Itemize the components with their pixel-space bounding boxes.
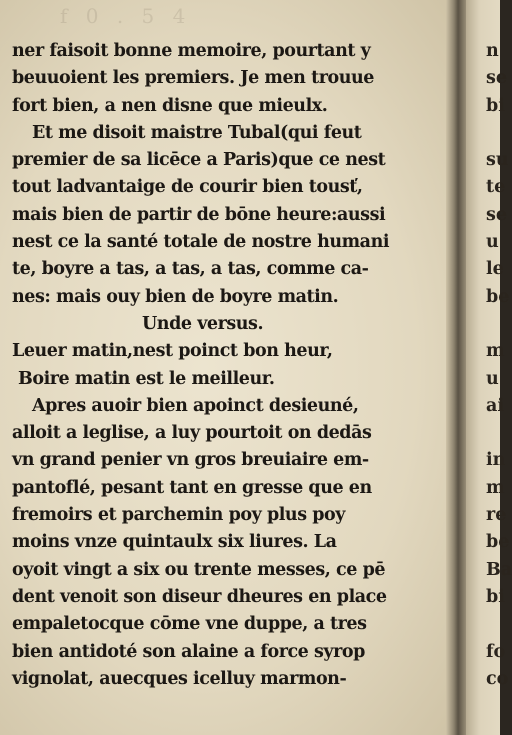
text-line: pantoflé, pesant tant en gresse que en — [12, 477, 372, 498]
right-page-edge — [466, 0, 512, 735]
right-page-fragment: m — [486, 477, 505, 498]
right-page-fragment: te — [486, 177, 506, 198]
text-line: mais bien de partir de bōne heure:aussi — [12, 204, 386, 225]
text-line: Apres auoir bien apoinct desieuné, — [32, 395, 359, 416]
text-line: Et me disoit maistre Tubal(qui feut — [32, 122, 362, 143]
right-page-fragment: fo — [486, 641, 506, 662]
book-gutter — [446, 0, 468, 735]
right-page-fragment — [486, 120, 512, 147]
text-line: fort bien, a nen disne que mieulx. — [12, 95, 328, 116]
right-page-fragment: be — [486, 532, 510, 553]
right-page-fragment: Ba — [486, 559, 512, 580]
text-line: vn grand penier vn gros breuiaire em- — [12, 450, 369, 471]
text-line: nest ce la santé totale de nostre humani — [12, 232, 390, 253]
right-page-fragment: le — [486, 259, 504, 280]
right-page-fragment: co — [486, 668, 509, 689]
text-line: te, boyre a tas, a tas, a tas, comme ca- — [12, 259, 369, 280]
right-page-fragment: u — [486, 232, 499, 253]
right-page-text-fragments — [486, 38, 512, 693]
right-page-fragment: n — [486, 41, 499, 61]
right-page-fragment: re — [486, 505, 507, 526]
text-line: vignolat, auecques icelluy marmon- — [12, 668, 347, 689]
right-page-fragment: be — [486, 286, 510, 307]
page-text-block — [12, 38, 432, 693]
right-page-fragment — [486, 611, 512, 638]
right-page-fragment: in — [486, 450, 506, 471]
right-page-fragment: se — [486, 204, 507, 225]
text-line: alloit a leglise, a luy pourtoit on dedās — [12, 423, 372, 444]
text-line: Boire matin est le meilleur. — [18, 368, 275, 389]
right-page-fragment — [486, 420, 512, 447]
right-page-fragment — [486, 311, 512, 338]
text-line: Leuer matin,nest poinct bon heur, — [12, 341, 333, 362]
text-line: dent venoit son diseur dheures en place — [12, 586, 387, 607]
right-page-fragment: u — [486, 368, 499, 389]
text-line: bien antidoté son alaine a force syrop — [12, 641, 365, 662]
text-line: moins vnze quintaulx six liures. La — [12, 532, 337, 553]
text-line: empaletocque cōme vne duppe, a tres — [12, 614, 367, 635]
text-line: premier de sa licēce a Paris)que ce nest — [12, 150, 386, 171]
right-page-fragment: m — [486, 341, 505, 362]
text-line: fremoirs et parchemin poy plus poy — [12, 505, 345, 526]
right-page-fragment: bi — [486, 95, 505, 116]
text-line: ner faisoit bonne memoire, pourtant y — [12, 41, 371, 61]
right-page-fragment: su — [486, 150, 509, 171]
right-page-fragment: se — [486, 68, 507, 89]
text-line: Unde versus. — [142, 313, 264, 334]
text-line: tout ladvantaige de courir bien tousť, — [12, 177, 363, 198]
right-page-fragment: bi — [486, 586, 505, 607]
text-line: oyoit vingt a six ou trente messes, ce pē — [12, 559, 386, 580]
right-page-fragment: ai — [486, 395, 504, 416]
text-line: beuuoient les premiers. Je men trouue — [12, 68, 374, 89]
faint-page-header: f 0 . 5 4 — [60, 4, 192, 28]
text-line: nes: mais ouy bien de boyre matin. — [12, 286, 339, 307]
